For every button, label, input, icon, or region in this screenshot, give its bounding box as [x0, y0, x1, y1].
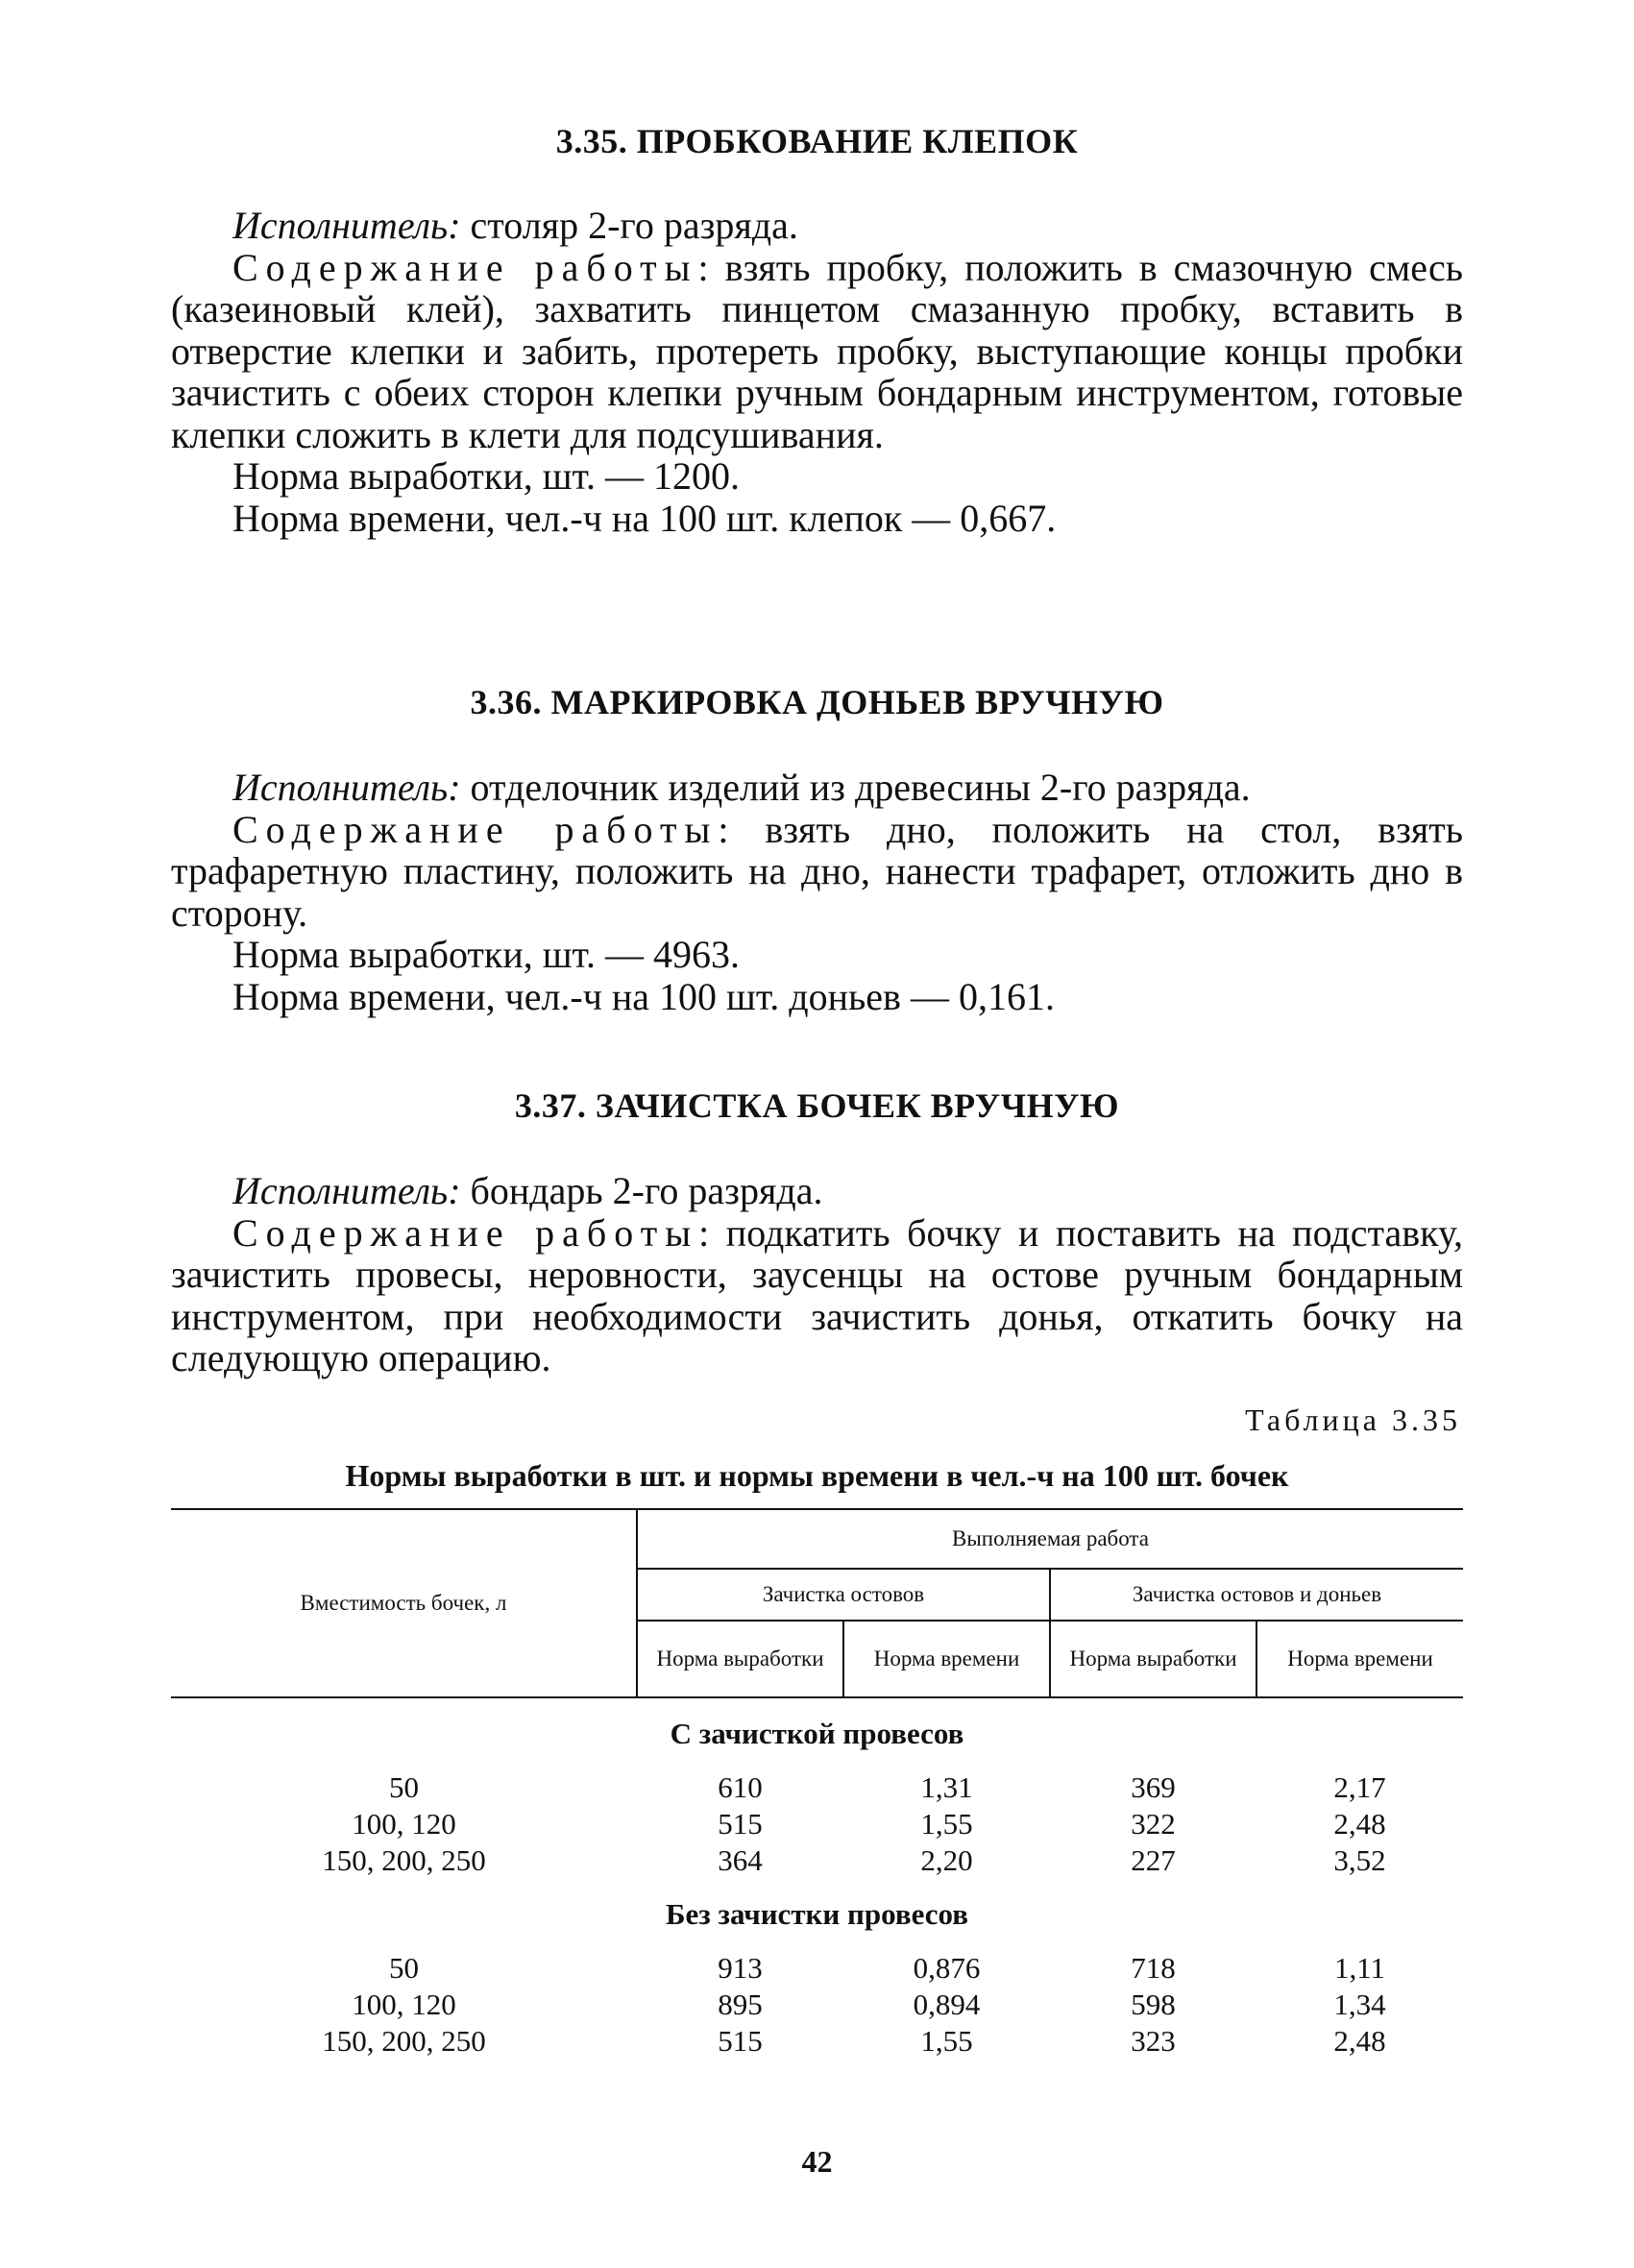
col-group1-header: Зачистка остовов	[637, 1569, 1050, 1621]
cell-g2-output: 322	[1131, 1807, 1176, 1841]
cell-g1-time: 1,55	[920, 1807, 973, 1841]
cell-capacity: 50	[389, 1951, 419, 1985]
table-row	[171, 2023, 1463, 2060]
cell-g2-time: 1,34	[1333, 1988, 1386, 2021]
work-content-text: : взять пробку, положить в смазочную смесь (казеиновый клей), захватить пинцетом смазанную пробку, вставить в отверстие клепки и забить, протереть пробку, выступающие концы пробки зачистить с обеих сторон клепки ручным бондарным инструментом, готовые клепки сложить в клети для подсушивания.	[171, 245, 1463, 456]
cell-g2-output: 227	[1131, 1843, 1176, 1877]
executor-line	[171, 767, 1463, 809]
table-row	[171, 1769, 1463, 1806]
col-work-header: Выполняемая работа	[637, 1509, 1463, 1569]
table-section-row	[171, 1879, 1463, 1950]
table-header-row	[171, 1509, 1463, 1569]
table-row	[171, 1950, 1463, 1987]
col-g2-time-header: Норма времени	[1256, 1621, 1463, 1697]
cell-capacity: 100, 120	[352, 1807, 456, 1841]
table-row	[171, 1987, 1463, 2023]
table-row	[171, 1842, 1463, 1879]
cell-g1-time: 1,55	[920, 2024, 973, 2058]
work-content-text: : взять дно, положить на стол, взять трафаретную пластину, положить на дно, нанести трафарет, отложить дно в сторону.	[171, 807, 1463, 935]
section-3-37-body	[171, 1170, 1463, 1379]
section-3-35-body	[171, 205, 1463, 539]
cell-capacity: 150, 200, 250	[322, 2024, 486, 2058]
output-norm: Норма выработки, шт. — 1200.	[232, 454, 741, 498]
executor-value: бондарь 2-го разряда.	[460, 1169, 823, 1212]
time-norm: Норма времени, чел.-ч на 100 шт. доньев — 0,161.	[232, 974, 1055, 1018]
cell-g1-output: 913	[718, 1951, 763, 1985]
work-content	[171, 809, 1463, 935]
col-capacity-header: Вместимость бочек, л	[171, 1509, 637, 1697]
cell-g2-time: 3,52	[1333, 1843, 1386, 1877]
cell-g1-time: 0,894	[913, 1988, 981, 2021]
cell-capacity: 50	[389, 1770, 419, 1804]
work-content-label: Содержание работы	[232, 1210, 699, 1255]
work-content	[171, 247, 1463, 456]
cell-g1-time: 2,20	[920, 1843, 973, 1877]
cell-g2-time: 2,48	[1333, 2024, 1386, 2058]
page-number: 42	[801, 2144, 833, 2179]
section-3-36-heading: 3.36. МАРКИРОВКА ДОНЬЕВ ВРУЧНУЮ	[470, 683, 1164, 721]
col-group2-header: Зачистка остовов и доньев	[1050, 1569, 1463, 1621]
col-g1-time-header: Норма времени	[843, 1621, 1050, 1697]
col-g1-output-header: Норма выработки	[637, 1621, 843, 1697]
norms-table	[171, 1508, 1463, 2060]
output-norm: Норма выработки, шт. — 4963.	[232, 933, 741, 976]
cell-g2-output: 598	[1131, 1988, 1176, 2021]
cell-g1-output: 515	[718, 2024, 763, 2058]
cell-g2-time: 2,48	[1333, 1807, 1386, 1841]
section-3-35-heading: 3.35. ПРОБКОВАНИЕ КЛЕПОК	[555, 122, 1079, 160]
cell-g2-output: 369	[1131, 1770, 1176, 1804]
work-content-label: Содержание работы	[232, 807, 719, 851]
col-g2-output-header: Норма выработки	[1050, 1621, 1256, 1697]
executor-line	[171, 1170, 1463, 1212]
work-content-label: Содержание работы	[232, 245, 698, 289]
cell-g2-output: 323	[1131, 2024, 1176, 2058]
section-3-36-body	[171, 767, 1463, 1017]
cell-g1-output: 895	[718, 1988, 763, 2021]
section-3-37-heading: 3.37. ЗАЧИСТКА БОЧЕК ВРУЧНУЮ	[514, 1086, 1120, 1125]
cell-g1-output: 610	[718, 1770, 763, 1804]
cell-g1-output: 364	[718, 1843, 763, 1877]
work-content	[171, 1212, 1463, 1379]
executor-label: Исполнитель:	[232, 1169, 461, 1212]
cell-g2-time: 2,17	[1333, 1770, 1386, 1804]
executor-value: столяр 2-го разряда.	[460, 204, 798, 247]
table-title: Нормы выработки в шт. и нормы времени в чел.-ч на 100 шт. бочек	[345, 1458, 1289, 1493]
executor-label: Исполнитель:	[232, 204, 461, 247]
cell-capacity: 150, 200, 250	[322, 1843, 486, 1877]
section-title: Без зачистки провесов	[666, 1897, 968, 1931]
executor-label: Исполнитель:	[232, 766, 461, 809]
table-row	[171, 1806, 1463, 1842]
executor-value: отделочник изделий из древесины 2-го разряда.	[460, 766, 1251, 809]
executor-line	[171, 205, 1463, 247]
cell-capacity: 100, 120	[352, 1988, 456, 2021]
table-caption: Таблица 3.35	[1245, 1402, 1461, 1437]
work-content-text: : подкатить бочку и поставить на подставку, зачистить провесы, неровности, заусенцы на остове ручным бондарным инструментом, при необходимости зачистить донья, откатить бочку на следующую операцию.	[171, 1210, 1464, 1379]
cell-g2-output: 718	[1131, 1951, 1176, 1985]
time-norm: Норма времени, чел.-ч на 100 шт. клепок — 0,667.	[232, 496, 1057, 540]
cell-g1-output: 515	[718, 1807, 763, 1841]
cell-g1-time: 0,876	[913, 1951, 981, 1985]
section-title: С зачисткой провесов	[670, 1717, 964, 1750]
cell-g1-time: 1,31	[920, 1770, 973, 1804]
table-section-row	[171, 1697, 1463, 1769]
cell-g2-time: 1,11	[1333, 1951, 1386, 1985]
